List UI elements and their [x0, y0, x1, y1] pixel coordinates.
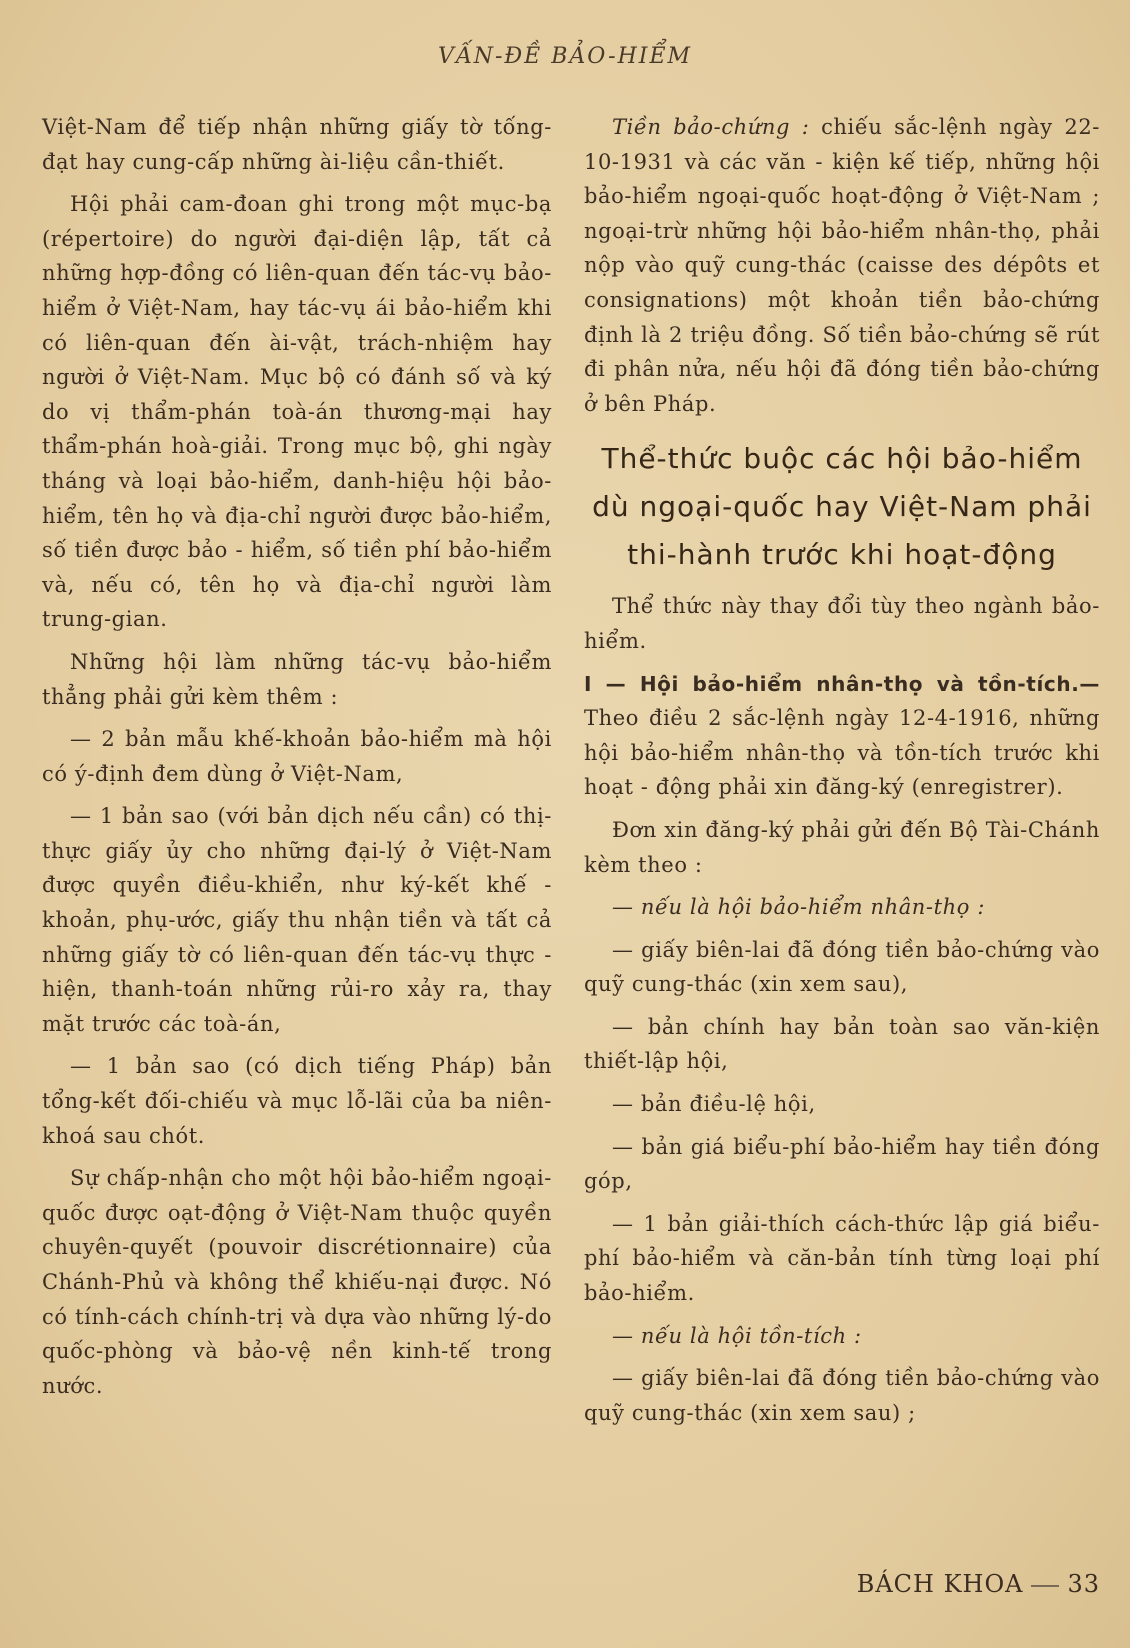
list-item: — 1 bản sao (với bản dịch nếu cần) có thị-thực giấy ủy cho những đại-lý ở Việt-Nam được quyền điều-khiển, như ký-kết khế - khoản, phụ-ước, giấy thu nhận tiền và tất cả những giấy tờ có liên-quan đến tác-vụ thực - hiện, thanh-toán những rủi-ro xảy ra, thay mặt trước các toà-án,: [42, 804, 552, 1036]
divider: [1031, 1585, 1059, 1587]
list-item: — bản chính hay bản toàn sao văn-kiện thiết-lập hội,: [584, 1014, 1100, 1074]
magazine-name: BÁCH KHOA: [856, 1570, 1024, 1598]
list-item: — giấy biên-lai đã đóng tiền bảo-chứng vào quỹ cung-thác (xin xem sau) ;: [584, 1366, 1100, 1425]
paragraph: Thể thức này thay đổi tùy theo ngành bảo-hiểm.: [584, 594, 1100, 653]
list-item: — 1 bản sao (có dịch tiếng Pháp) bản tổng-kết đối-chiếu và mục lỗ-lãi của ba niên-khoá sau chót.: [42, 1054, 552, 1148]
list-item: — bản điều-lệ hội,: [612, 1092, 816, 1117]
paragraph: Những hội làm những tác-vụ bảo-hiểm thẳng phải gửi kèm thêm :: [42, 649, 552, 709]
term-label: Tiền bảo-chứng :: [612, 115, 810, 139]
left-column: [42, 110, 552, 1411]
list-heading: — nếu là hội bảo-hiểm nhân-thọ :: [612, 895, 985, 920]
paragraph: Đơn xin đăng-ký phải gửi đến Bộ Tài-Chánh kèm theo :: [584, 817, 1100, 877]
paragraph: [584, 667, 1100, 805]
section-heading: Thể-thức buộc các hội bảo-hiểm dù ngoại-quốc hay Việt-Nam phải thi-hành trước khi hoạt-động: [592, 442, 1092, 572]
right-column: [584, 110, 1100, 1438]
paragraph: Sự chấp-nhận cho một hội bảo-hiểm ngoại-quốc được oạt-động ở Việt-Nam thuộc quyền chuyên-quyết (pouvoir discrétionnaire) của Chánh-Phủ và không thể khiếu-nại được. Nó có tính-cách chính-trị và dựa vào những lý-do quốc-phòng và bảo-vệ nền kinh-tế trong nước.: [42, 1166, 552, 1398]
subsection-label: I — Hội bảo-hiểm nhân-thọ và tồn-tích.—: [584, 671, 1100, 696]
paragraph-text: chiếu sắc-lệnh ngày 22-10-1931 và các văn - kiện kế tiếp, những hội bảo-hiểm ngoại-quốc hoạt-động ở Việt-Nam ; ngoại-trừ những hội bảo-hiểm nhân-thọ, phải nộp vào quỹ cung-thác (caisse des dépôts et consignations) một khoản tiền bảo-chứng định là 2 triệu đồng. Số tiền bảo-chứng sẽ rút đi phân nửa, nếu hội đã đóng tiền bảo-chứng ở bên Pháp.: [584, 115, 1100, 416]
page-number: 33: [1067, 1570, 1100, 1598]
paragraph: Việt-Nam để tiếp nhận những giấy tờ tống-đạt hay cung-cấp những ài-liệu cần-thiết.: [42, 115, 552, 174]
list-item: — 2 bản mẫu khế-khoản bảo-hiểm mà hội có ý-định đem dùng ở Việt-Nam,: [42, 727, 552, 786]
list-item: — giấy biên-lai đã đóng tiền bảo-chứng vào quỹ cung-thác (xin xem sau),: [584, 937, 1100, 997]
list-item: — bản giá biểu-phí bảo-hiểm hay tiền đóng góp,: [584, 1134, 1100, 1194]
paragraph: [584, 110, 1100, 421]
running-header: VẤN-ĐỀ BẢO-HIỂM: [437, 44, 693, 69]
page-footer: [857, 1570, 1100, 1598]
list-heading: — nếu là hội tồn-tích :: [612, 1323, 862, 1348]
paragraph-text: Theo điều 2 sắc-lệnh ngày 12-4-1916, những hội bảo-hiểm nhân-thọ và tồn-tích trước khi hoạt - động phải xin đăng-ký (enregistrer).: [584, 706, 1100, 800]
paragraph: Hội phải cam-đoan ghi trong một mục-bạ (répertoire) do người đại-diện lập, tất cả những hợp-đồng có liên-quan đến tác-vụ bảo-hiểm ở Việt-Nam, hay tác-vụ ái bảo-hiểm khi có liên-quan đến ài-vật, trách-nhiệm hay người ở Việt-Nam. Mục bộ có đánh số và ký do vị thẩm-phán toà-án thương-mại hay thẩm-phán hoà-giải. Trong mục bộ, ghi ngày tháng và loại bảo-hiểm, danh-hiệu hội bảo-hiểm, tên họ và địa-chỉ người được bảo-hiểm, số tiền được bảo - hiểm, số tiền phí bảo-hiểm và, nếu có, tên họ và địa-chỉ người làm trung-gian.: [42, 192, 552, 632]
list-item: — 1 bản giải-thích cách-thức lập giá biểu-phí bảo-hiểm và căn-bản tính từng loại phí bảo-hiểm.: [584, 1211, 1100, 1306]
